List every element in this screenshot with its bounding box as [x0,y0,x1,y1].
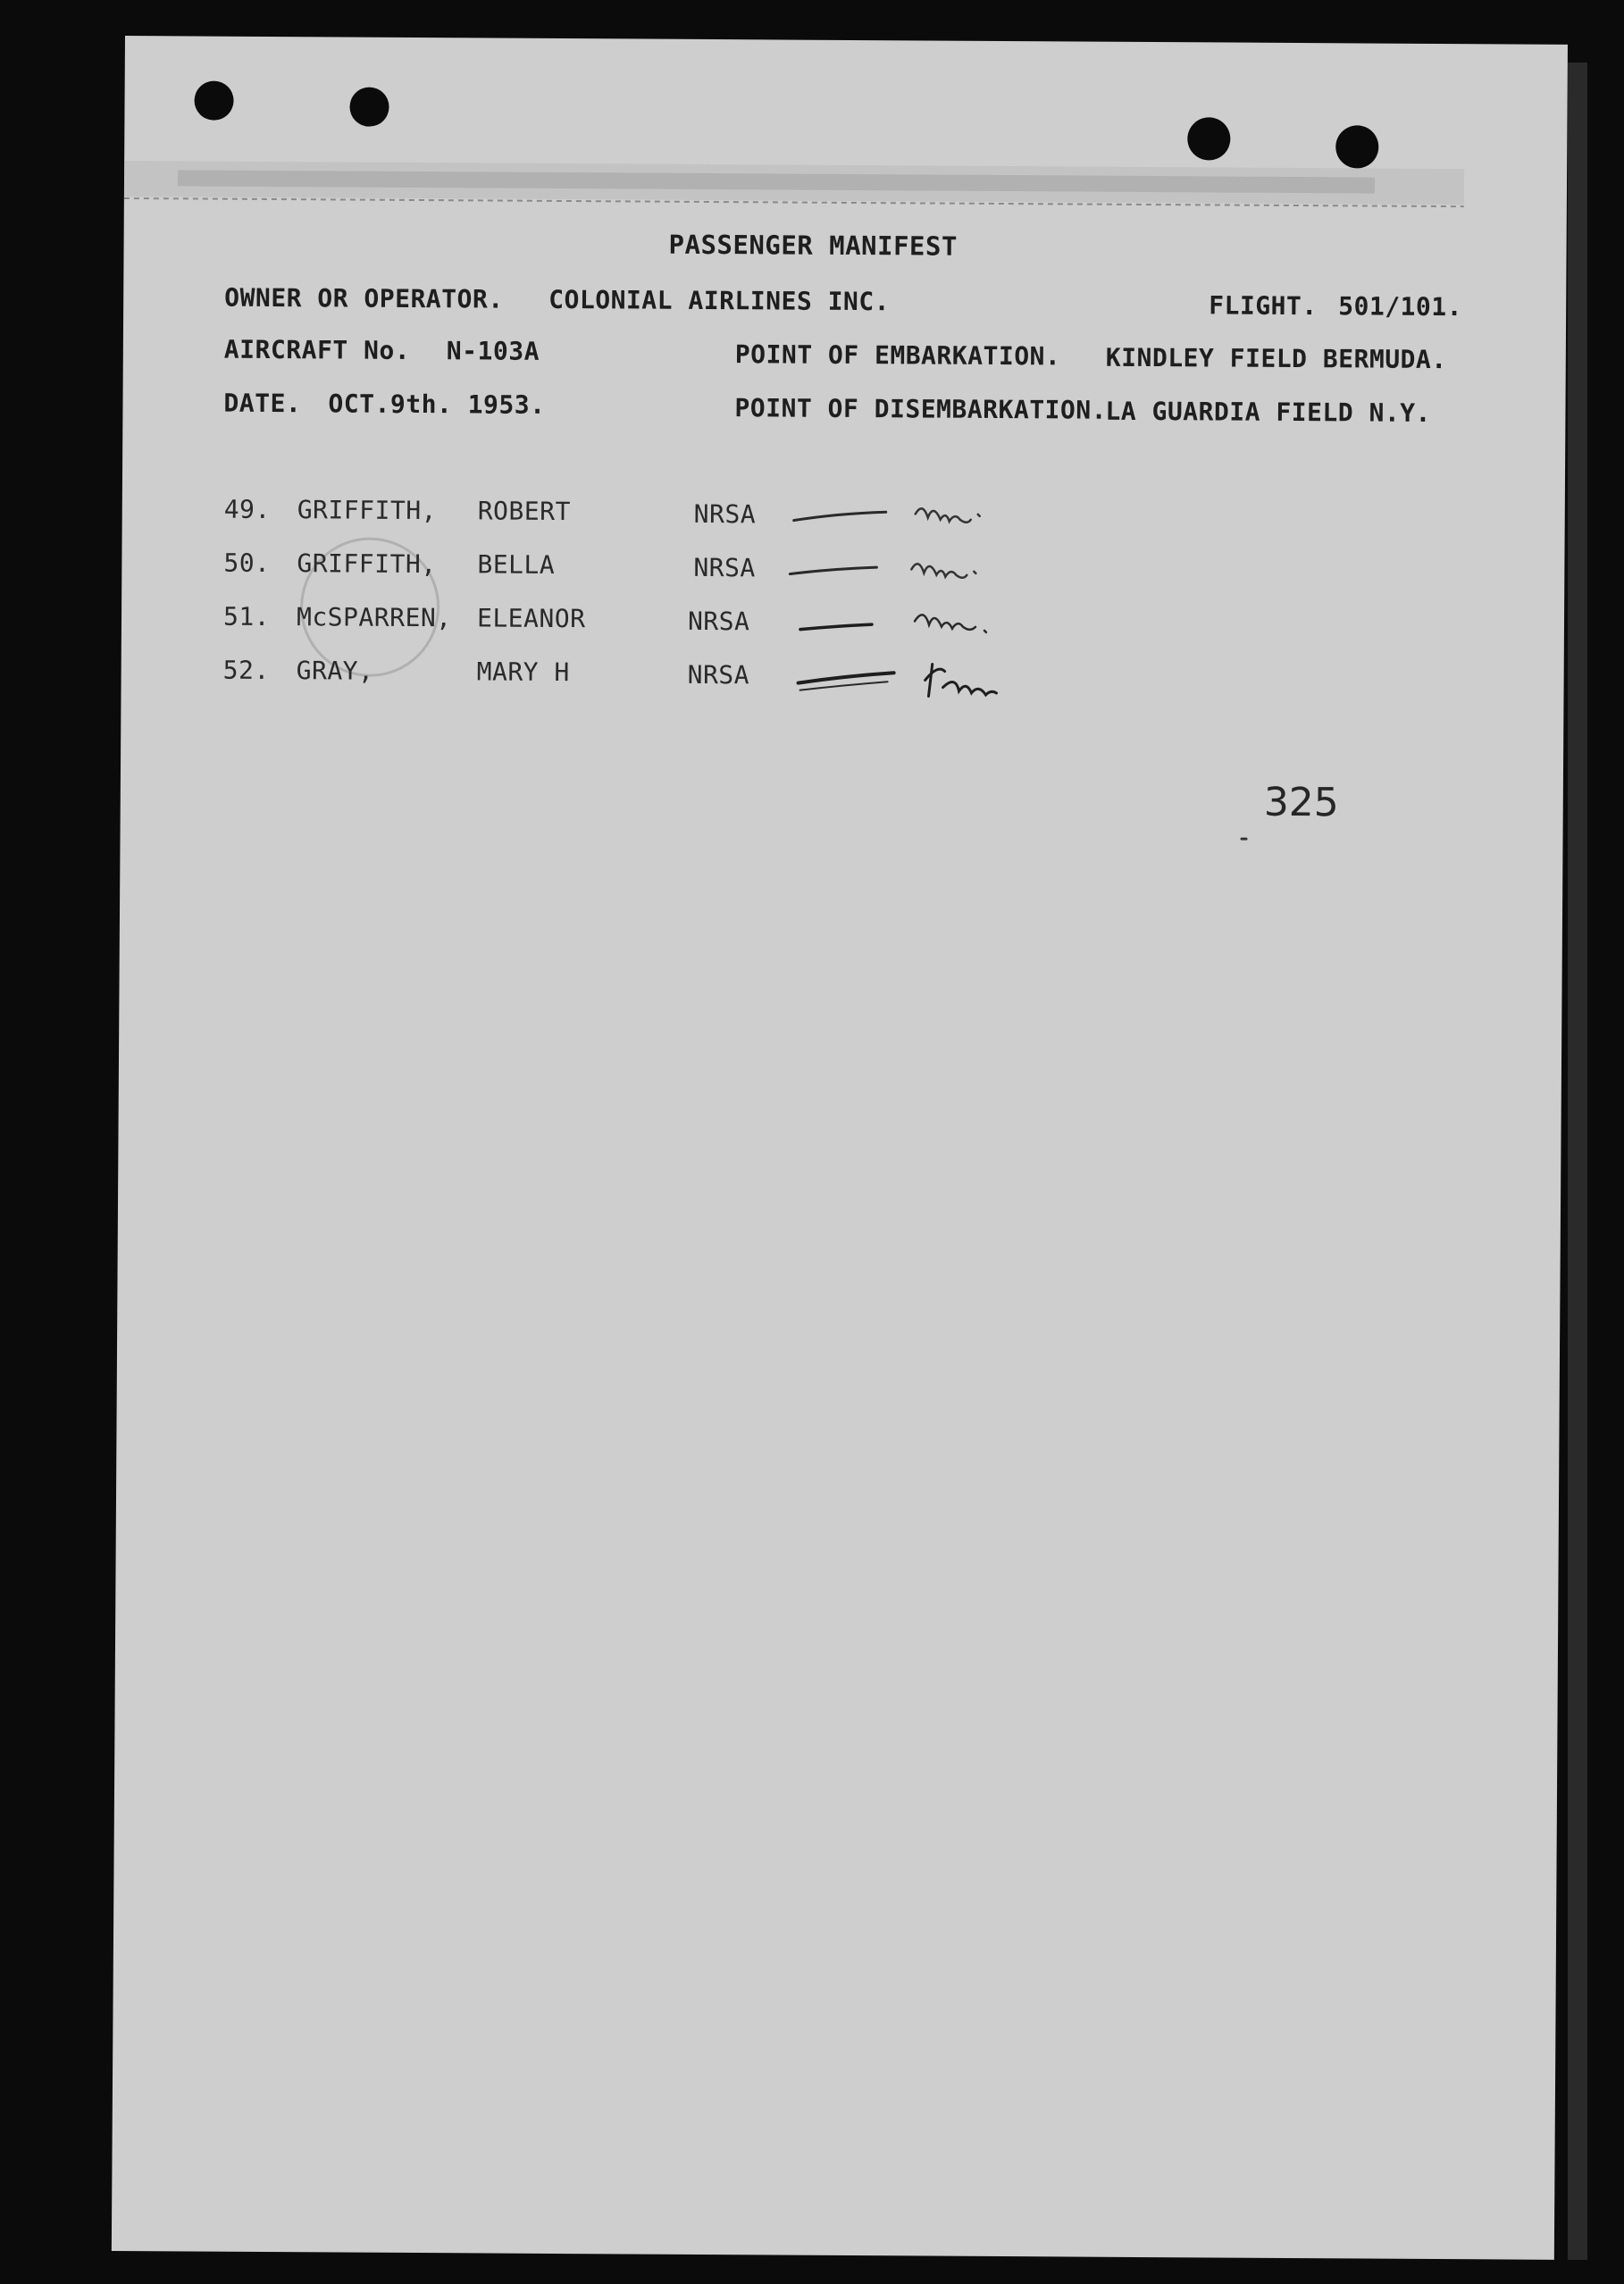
punch-hole [1187,117,1230,160]
punch-hole [349,88,389,127]
aircraft-label: AIRCRAFT No. [223,334,411,365]
aircraft-value: N-103A [446,336,540,366]
passenger-number: 52. [222,655,270,686]
flight-label: FLIGHT. [1209,290,1318,322]
date-value: OCT.9th. 1953. [328,389,546,420]
page-number: 325 [1263,779,1339,826]
passenger-given-name: ELEANOR [476,603,586,634]
passenger-status: NRSA [693,498,757,530]
passenger-number: 50. [223,548,271,579]
flight-value: 501/101. [1338,291,1463,322]
passenger-status: NRSA [687,659,750,690]
passenger-status: NRSA [687,606,750,637]
passenger-number: 49. [223,494,271,525]
passenger-status: NRSA [693,552,756,583]
manifest-title: PASSENGER MANIFEST [668,229,958,262]
paper-edge-shadow [1568,63,1587,2260]
passenger-number: 51. [222,601,271,632]
passenger-surname: GRAY, [296,656,374,686]
passenger-given-name: ROBERT [477,496,572,527]
owner-value: COLONIAL AIRLINES INC. [548,284,891,317]
passenger-surname: GRIFFITH, [297,548,437,580]
embark-label: POINT OF EMBARKATION. [734,339,1061,372]
disembark-value: LA GUARDIA FIELD N.Y. [1105,396,1432,428]
date-label: DATE. [223,388,302,419]
owner-label: OWNER OR OPERATOR. [224,282,504,314]
handwritten-annotations [782,487,1051,721]
passenger-surname: GRIFFITH, [297,495,438,526]
passenger-surname: McSPARREN, [296,602,452,633]
disembark-label: POINT OF DISEMBARKATION. [734,393,1108,425]
punch-hole [194,80,233,120]
passenger-given-name: BELLA [477,549,556,580]
manifest-sheet [112,36,1568,2260]
header-smudge [124,98,1465,213]
punch-hole [1335,125,1378,168]
passenger-given-name: MARY H [476,657,570,688]
page-number-tick [1241,838,1248,841]
embark-value: KINDLEY FIELD BERMUDA. [1105,342,1447,375]
